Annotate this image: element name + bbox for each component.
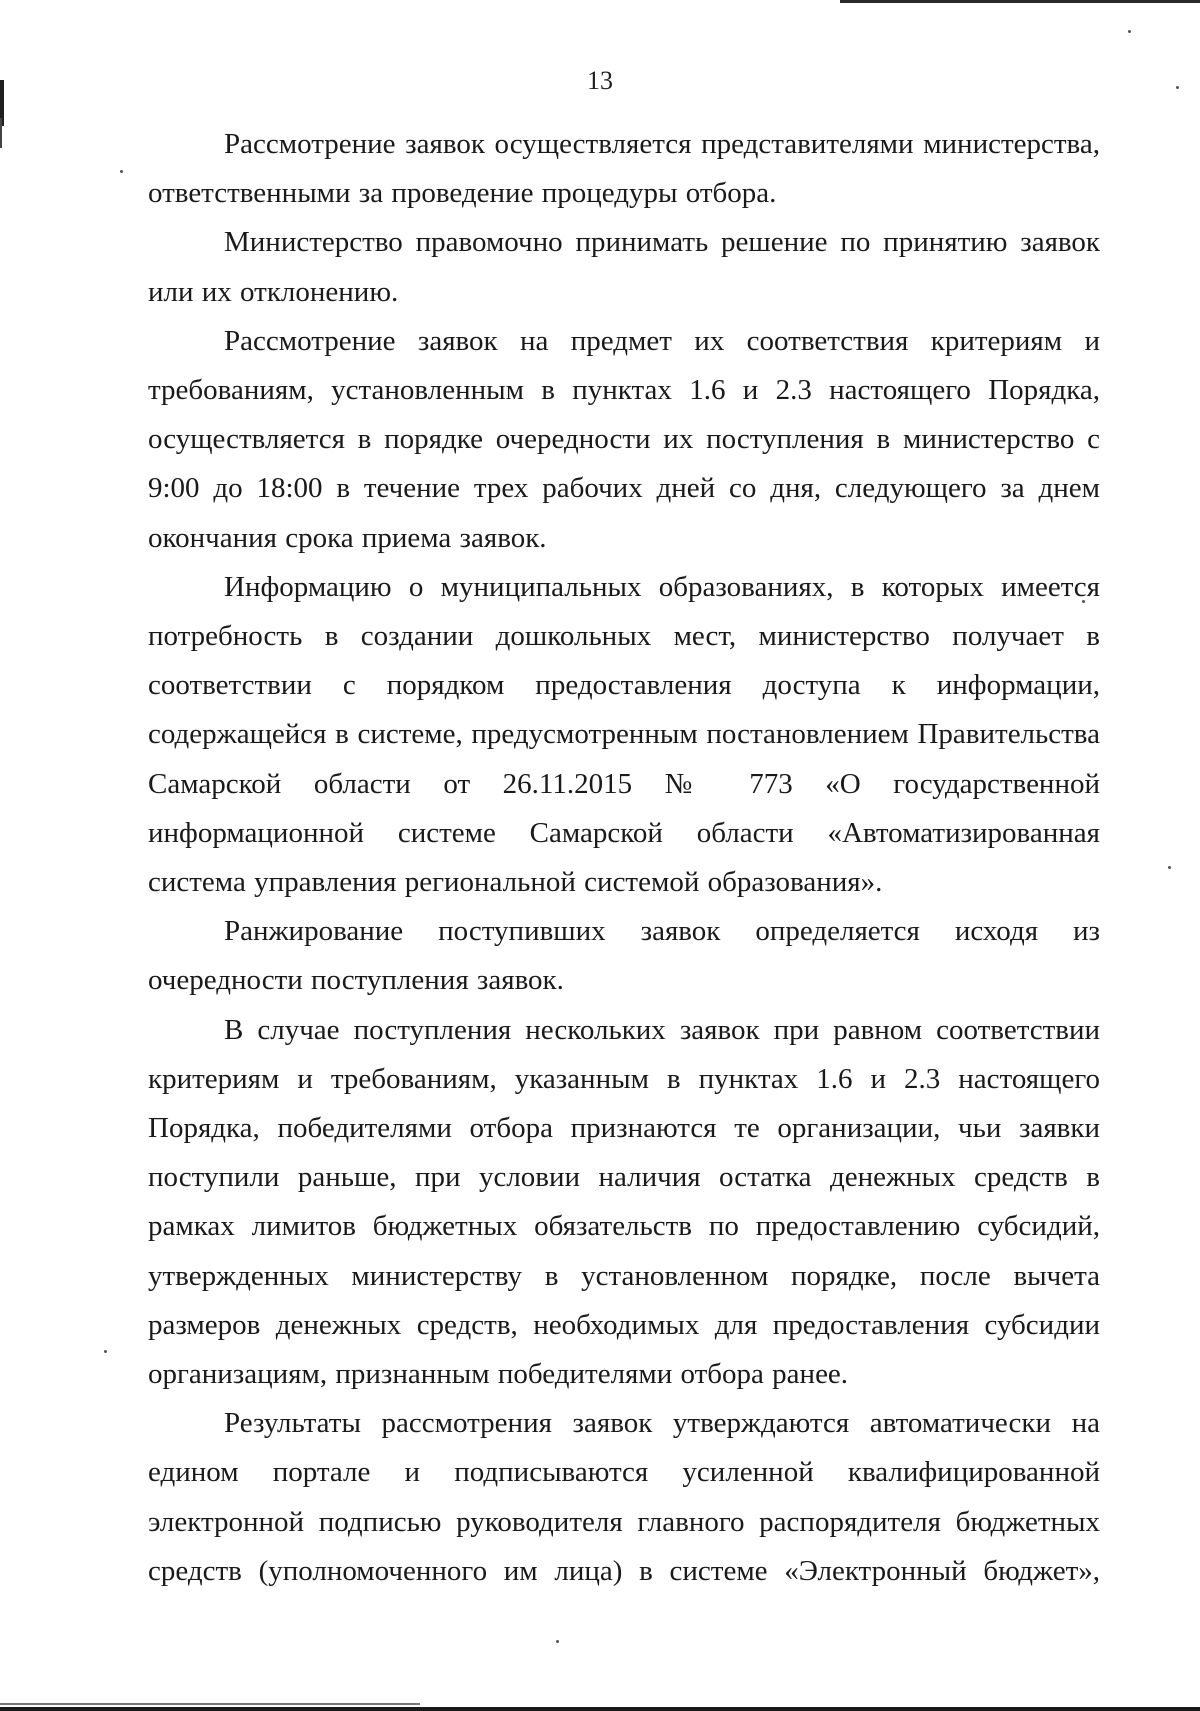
scan-speck <box>104 1350 107 1353</box>
paragraph: Министерство правомочно принимать решение по принятию заявок или их отклонению. <box>148 226 1100 308</box>
document-body <box>148 120 1100 1596</box>
scan-speck <box>1128 30 1131 33</box>
page-number: 13 <box>587 66 613 95</box>
scan-edge-bottom <box>0 1707 1200 1711</box>
scan-speck <box>556 1640 559 1643</box>
scan-edge-left-mark <box>0 118 2 148</box>
scan-speck <box>120 170 123 173</box>
scan-edge-top <box>840 0 1200 3</box>
paragraph: Рассмотрение заявок осуществляется представителями министерства, ответственными за проведение процедуры отбора. <box>148 128 1100 210</box>
paragraph: Результаты рассмотрения заявок утверждаются автоматически на едином портале и подписываются усиленной квалифицированной электронной подписью руководителя главного распорядителя бюджетных средств (уполномоченного им лица) в системе «Электронный бюджет», <box>148 1407 1100 1587</box>
paragraph: В случае поступления нескольких заявок при равном соответствии критериям и требованиям, указанным в пунктах 1.6 и 2.3 настоящего Порядка, победителями отбора признаются те организации, чьи заявки поступили раньше, при условии наличия остатка денежных средств в рамках лимитов бюджетных обязательств по предоставлению субсидий, утвержденных министерству в установленном порядке, после вычета размеров денежных средств, необходимых для предоставления субсидии организациям, признанным победителями отбора ранее. <box>148 1013 1100 1391</box>
scan-edge-bottom-mark <box>0 1703 420 1705</box>
paragraph: Информацию о муниципальных образованиях, в которых имеется потребность в создании дошкольных мест, министерство получает в соответствии с порядком предоставления доступа к информации, содержащейся в системе, предусмотренным постановлением Правительства Самарской области от 26.11.2015 № 773 «О государственной информационной системе Самарской области «Автоматизированная система управления региональной системой образования». <box>148 570 1100 899</box>
paragraph: Рассмотрение заявок на предмет их соответствия критериям и требованиям, установленным в пунктах 1.6 и 2.3 настоящего Порядка, осуществляется в порядке очередности их поступления в министерство с 9:00 до 18:00 в течение трех рабочих дней со дня, следующего за днем окончания срока приема заявок. <box>148 324 1100 554</box>
scan-speck <box>1168 866 1171 869</box>
paragraph: Ранжирование поступивших заявок определяется исходя из очередности поступления заявок. <box>148 915 1100 997</box>
